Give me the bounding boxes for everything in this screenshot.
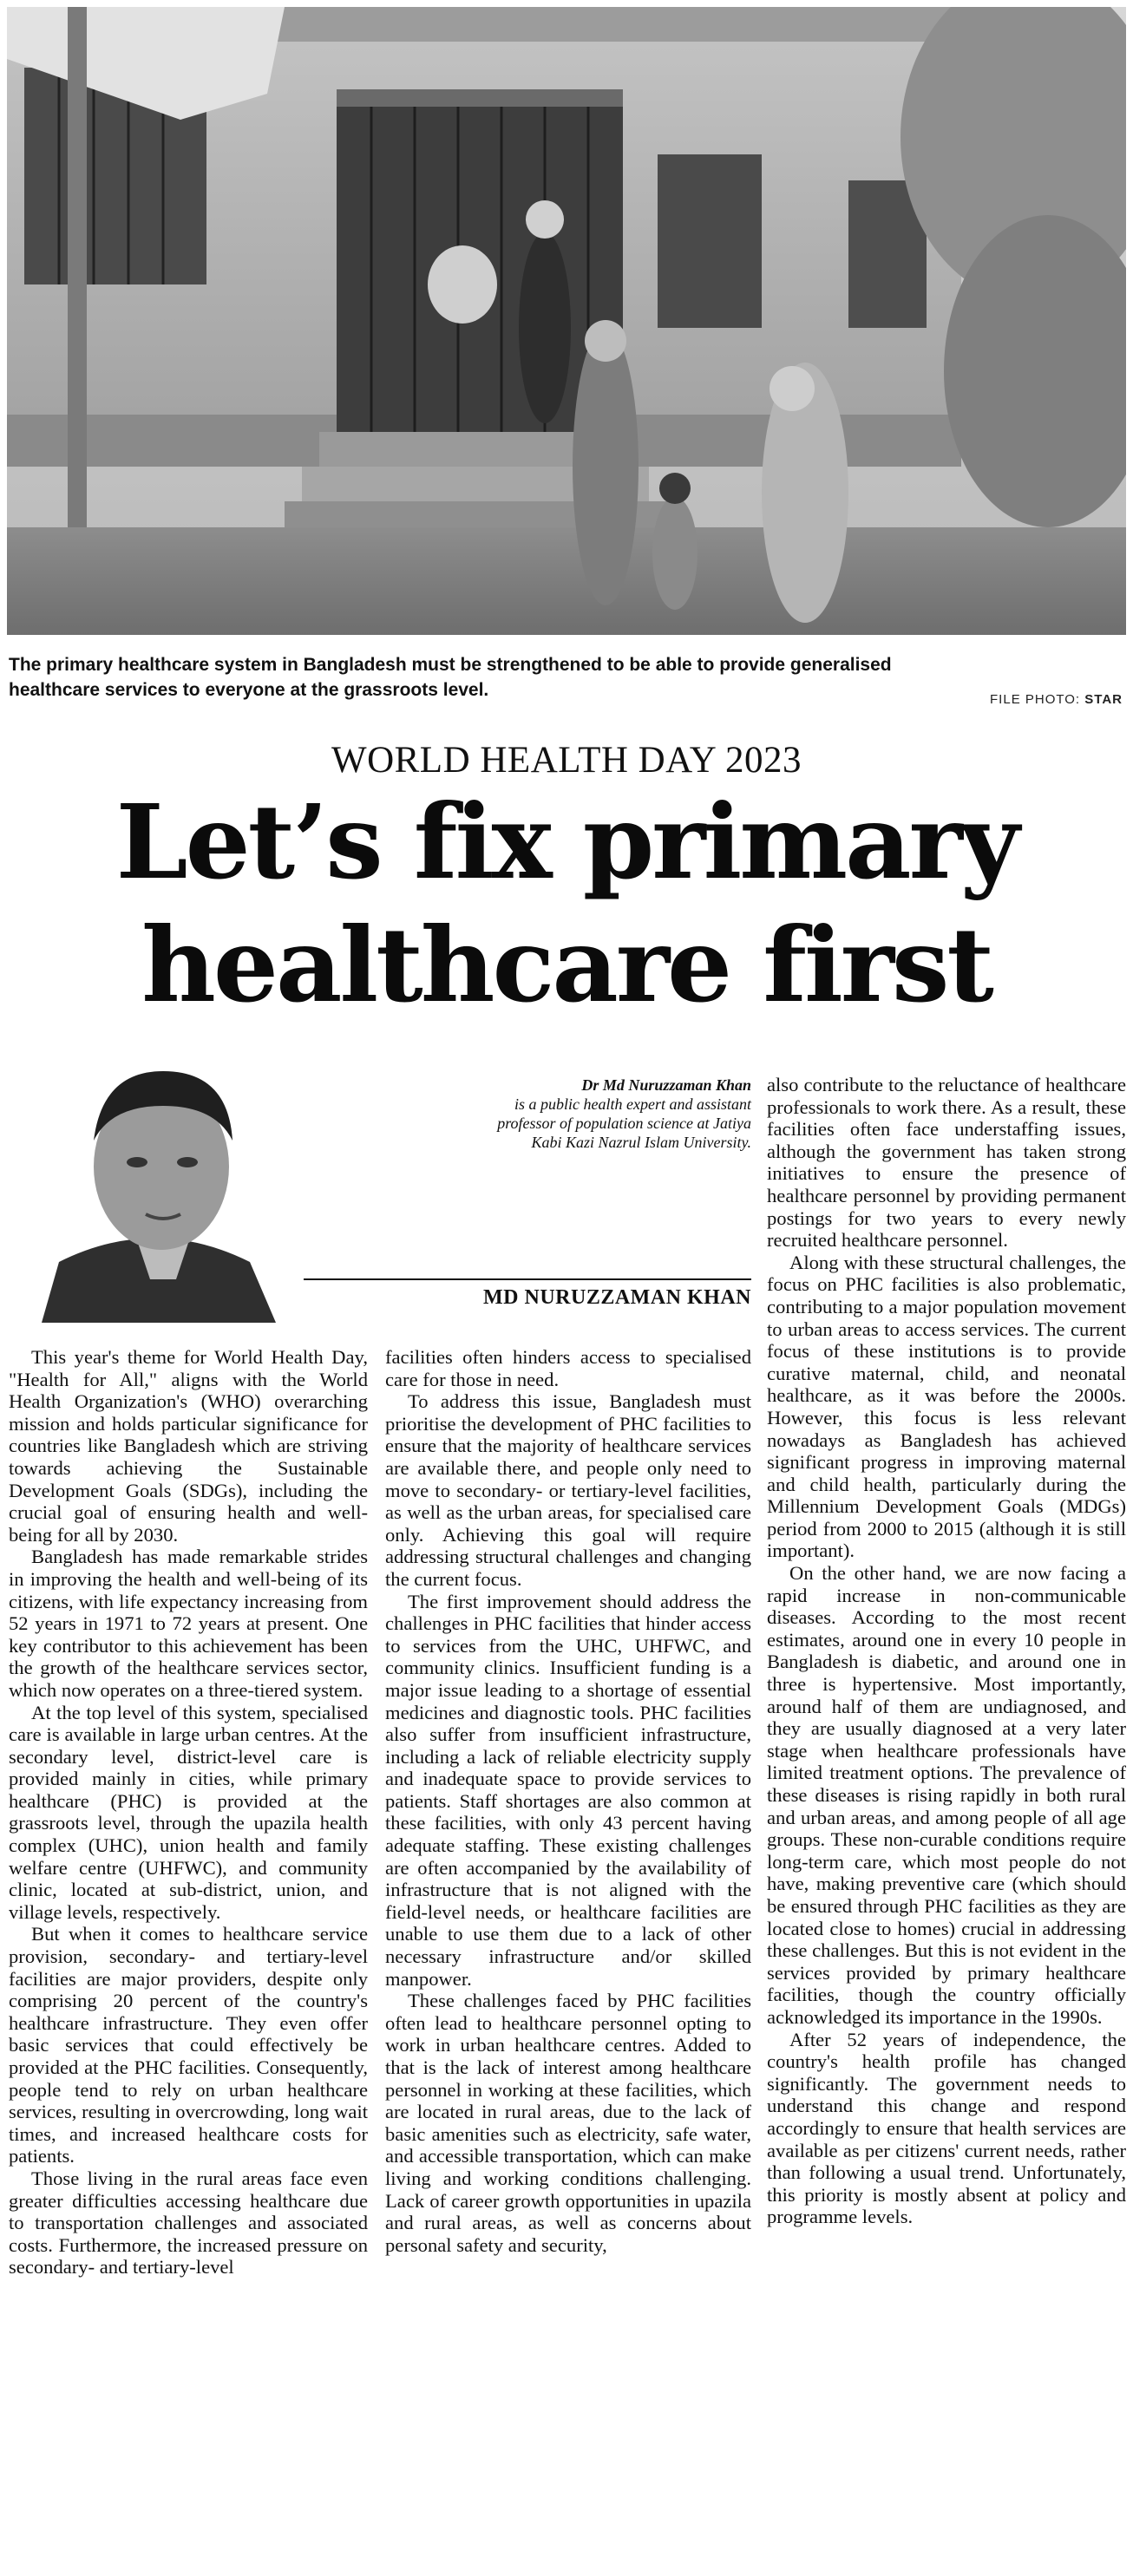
paragraph: On the other hand, we are now facing a rapid increase in non-communicable diseases. According to the most recent estimates, around one in every 10 people in Bangladesh is diabetic, and around one in three is hypertensive. Most importantly, around half of them are undiagnosed, and they are usually diagnosed at a very later stage when healthcare professionals have limited treatment options. The prevalence of these diseases is rising rapidly in both rural and urban areas, and among people of all age groups. These non-curable conditions require long-term care, which most people do not have, making preventive care (which should be ensured through PHC facilities as they are located close to homes) crucial in addressing these challenges. But this is not evident in the services provided by primary healthcare facilities, though the country officially acknowledged its importance in the 1990s. bbox=[767, 1562, 1126, 2028]
paragraph: The first improvement should address the challenges in PHC facilities that hinder access to services from the UHC, UHFWC, and community clinics. Insufficient funding is a major issue leading to a shortage of essential medicines and diagnostic tools. PHC facilities also suffer from insufficient infrastructure, including a lack of reliable electricity supply and inadequate space to provide services to patients. Staff shortages are also common at these facilities, with only 43 percent having adequate staffing. These existing challenges are often accompanied by the availability of infrastructure that is not aligned with the field-level needs, or healthcare facilities are unable to use them due to a lack of other necessary infrastructure and/or skilled manpower. bbox=[385, 1590, 751, 1990]
paragraph: These challenges faced by PHC facilities often lead to healthcare personnel opting to work in urban healthcare centres. Added to that is the lack of interest among healthcare personnel in working at these facilities, which are located in rural areas, due to the lack of basic amenities such as electricity, safe water, and accessible transportation, which can make living and working conditions challenging. Lack of career growth opportunities in upazila and rural areas, as well as concerns about personal safety and security, bbox=[385, 1990, 751, 2256]
paragraph: At the top level of this system, specialised care is available in large urban centres. At the secondary level, district-level care is provided mainly in cities, while primary healthcare (PHC) is provided at the grassroots level, through the upazila health complex (UHC), union health and family welfare centre (UHFWC), and community clinic, located at sub-district, union, and village levels, respectively. bbox=[9, 1701, 368, 1923]
article-column-1 bbox=[9, 1346, 368, 2279]
author-portrait-illustration bbox=[7, 1045, 319, 1323]
photo-credit-prefix: FILE PHOTO: bbox=[990, 692, 1085, 707]
author-info bbox=[408, 1076, 751, 1152]
photo-caption: The primary healthcare system in Bangladesh must be strengthened to be able to provide generalised healthcare services to everyone at the grassroots level. bbox=[9, 655, 892, 700]
headline-line-1: Let’s fix primary bbox=[115, 781, 1018, 902]
paragraph: This year's theme for World Health Day, "Health for All," aligns with the World Health Organization's (WHO) overarching mission and holds particular significance for countries like Bangladesh which are striving towards achieving the Sustainable Development Goals (SDGs), including the crucial goal of ensuring health and well-being for all by 2030. bbox=[9, 1346, 368, 1546]
headline bbox=[0, 781, 1133, 1027]
byline: MD NURUZZAMAN KHAN bbox=[483, 1286, 751, 1309]
paragraph: Bangladesh has made remarkable strides in improving the health and well-being of its citizens, with life expectancy increasing from 52 years in 1971 to 72 years at present. One key contributor to this achievement has been the growth of the healthcare services sector, which now operates on a three-tiered system. bbox=[9, 1546, 368, 1701]
photo-credit-source: STAR bbox=[1084, 692, 1123, 707]
clinic-photo-illustration bbox=[7, 7, 1126, 635]
paragraph: To address this issue, Bangladesh must prioritise the development of PHC facilities to ensure that the majority of healthcare services are available there, and people only need to move to secondary- or tertiary-level facilities, as well as the urban areas, for specialised care only. Achieving this goal will require addressing structural challenges and changing the current focus. bbox=[385, 1390, 751, 1590]
author-bio-line-3: Kabi Kazi Nazrul Islam University. bbox=[531, 1134, 751, 1151]
article-column-3 bbox=[767, 1074, 1126, 2228]
section-kicker: WORLD HEALTH DAY 2023 bbox=[331, 740, 802, 781]
headline-line-2: healthcare first bbox=[141, 905, 992, 1025]
paragraph: Those living in the rural areas face even greater difficulties accessing healthcare due to transportation challenges and associated costs. Furthermore, the increased pressure on secondary- and tertiary-level bbox=[9, 2167, 368, 2279]
paragraph: But when it comes to healthcare service provision, secondary- and tertiary-level facilities are major providers, despite only comprising 20 percent of the country's healthcare infrastructure. They even offer basic services that could effectively be provided at the PHC facilities. Consequently, people tend to rely on urban healthcare services, resulting in overcrowding, long wait times, and increased healthcare costs for patients. bbox=[9, 1923, 368, 2167]
article-column-2 bbox=[385, 1346, 751, 2256]
author-bio-line-1: is a public health expert and assistant bbox=[514, 1095, 751, 1113]
author-portrait bbox=[7, 1045, 319, 1323]
article-photo bbox=[7, 7, 1126, 635]
author-bio-line-2: professor of population science at Jatiya bbox=[497, 1115, 751, 1132]
paragraph: After 52 years of independence, the country's health profile has changed significantly. The government needs to understand this change and respond accordingly to ensure that health services are available as per citizens' current needs, rather than following a usual trend. Unfortunately, this priority is mostly absent at policy and programme levels. bbox=[767, 2028, 1126, 2228]
byline-divider bbox=[304, 1278, 751, 1280]
paragraph: facilities often hinders access to specialised care for those in need. bbox=[385, 1346, 751, 1390]
photo-credit bbox=[990, 692, 1123, 707]
paragraph: also contribute to the reluctance of healthcare professionals to work there. As a result, these facilities often face understaffing issues, although the government has taken strong initiatives to ensure the presence of healthcare personnel by providing permanent postings for two years to every newly recruited healthcare personnel. bbox=[767, 1074, 1126, 1252]
paragraph: Along with these structural challenges, the focus on PHC facilities is also problematic, contributing to a major population movement to urban areas to access services. The current focus of these institutions is to provide curative maternal, child, and neonatal healthcare, as it was before the 2000s. However, this focus is less relevant nowadays as Bangladesh has achieved significant progress in improving maternal and child health, particularly during the Millennium Development Goals (MDGs) period from 2000 to 2015 (although it is still important). bbox=[767, 1251, 1126, 1562]
author-name: Dr Md Nuruzzaman Khan bbox=[581, 1076, 751, 1094]
